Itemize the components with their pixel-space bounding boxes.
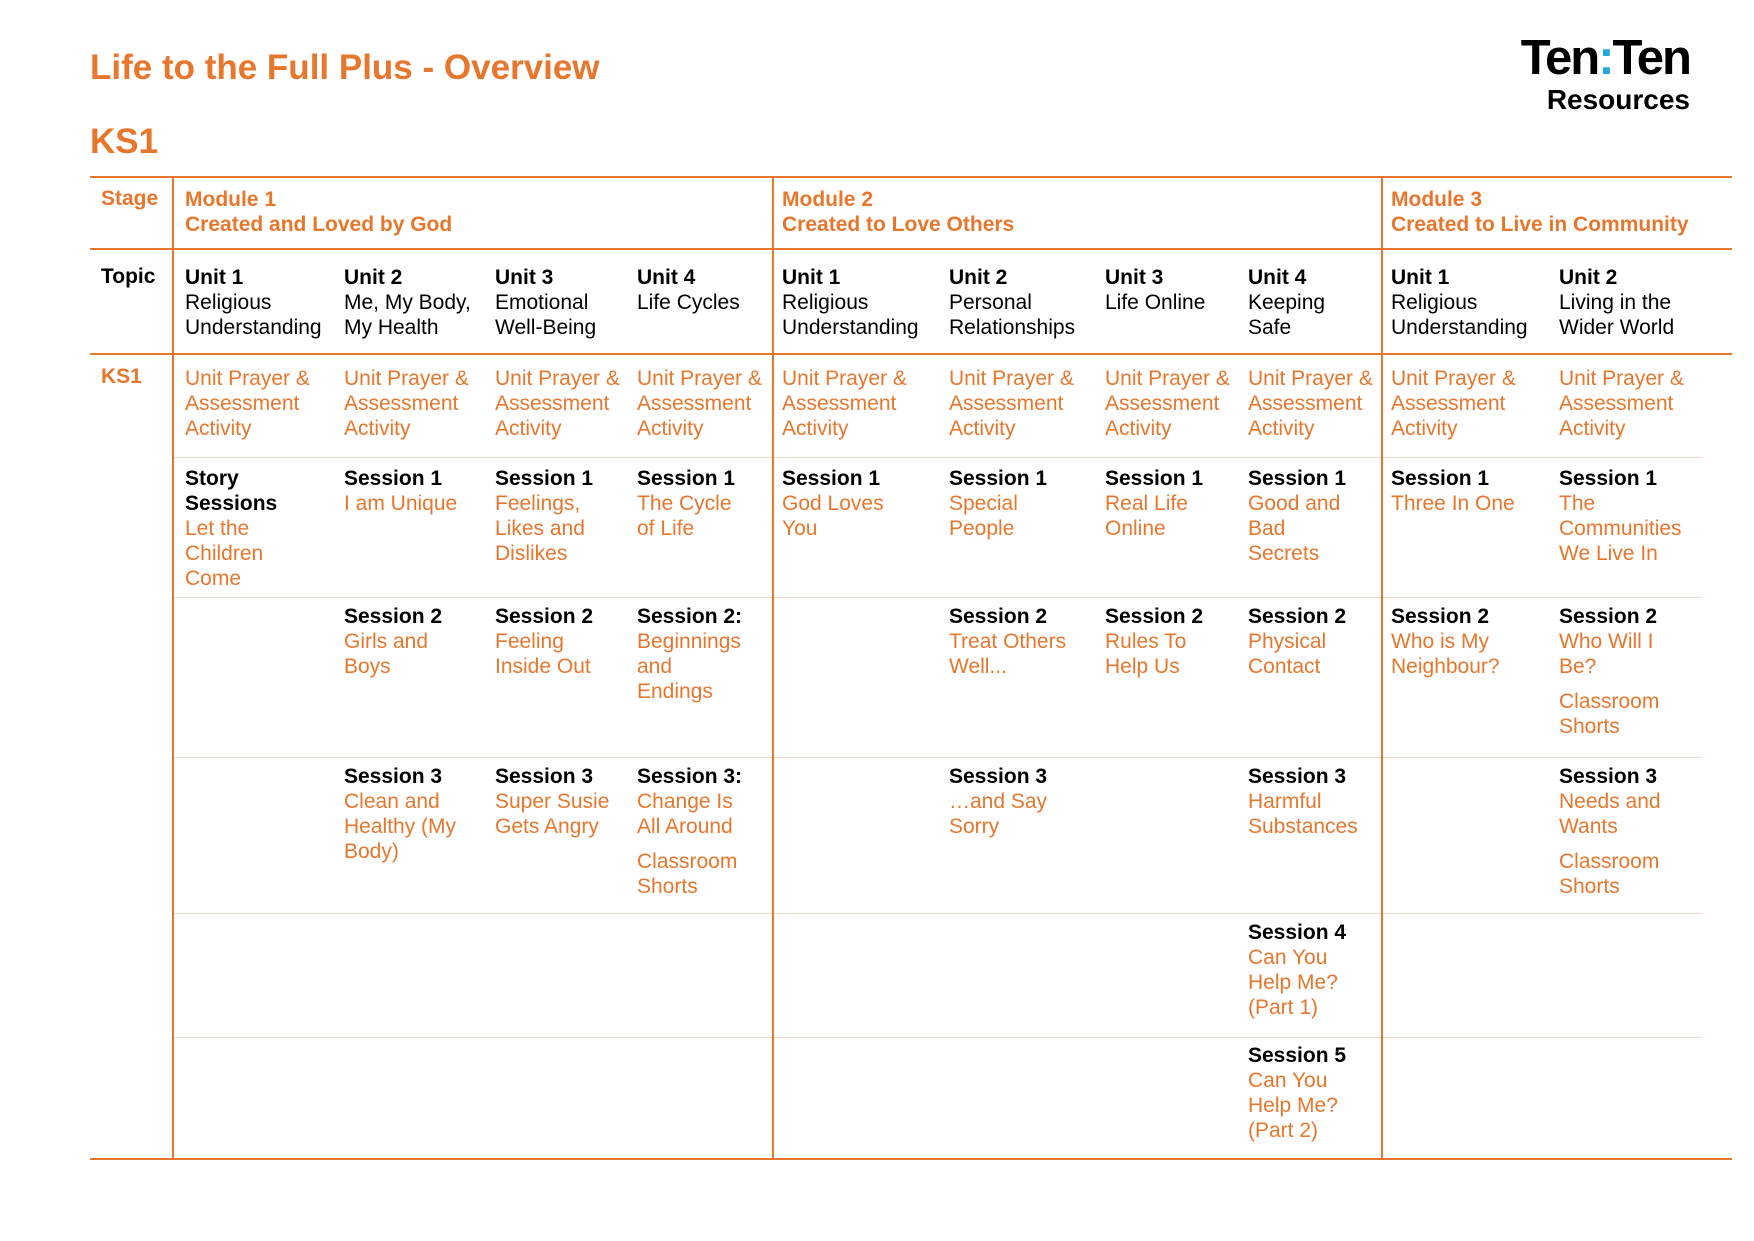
session-title-line: Gets Angry — [495, 815, 599, 838]
prayer-assessment-cell — [1559, 366, 1684, 441]
session-title-line: Help Us — [1105, 655, 1180, 678]
session-heading: Session 3 — [495, 765, 594, 788]
session-title-line: Secrets — [1248, 542, 1320, 565]
unit-number: Unit 2 — [344, 266, 403, 289]
module-name: Created and Loved by God — [185, 213, 453, 236]
session-title-line: The Cycle — [637, 492, 732, 515]
session-cell — [1248, 764, 1358, 839]
session-heading: Session 2 — [495, 605, 594, 628]
session-cell — [495, 604, 593, 679]
session-heading: Session 2 — [344, 605, 443, 628]
module-number: Module 3 — [1391, 188, 1483, 211]
session-title-line: and — [637, 655, 673, 678]
session-heading: Session 2 — [1105, 605, 1204, 628]
unit-cell — [344, 265, 471, 340]
table-rule-topic — [90, 353, 1732, 355]
row-label-stage: Stage — [101, 187, 159, 210]
unit-cell — [1105, 265, 1205, 315]
session-title-line: We Live In — [1559, 542, 1658, 565]
session-heading: Session 1 — [1391, 467, 1490, 490]
unit-number: Unit 2 — [949, 266, 1008, 289]
session-cell — [344, 466, 457, 516]
prayer-activity-line: Assessment — [782, 392, 897, 415]
session-cell — [1391, 604, 1500, 679]
session-title-line: All Around — [637, 815, 733, 838]
unit-cell — [1248, 265, 1325, 340]
module-number: Module 2 — [782, 188, 874, 211]
unit-cell — [637, 265, 740, 315]
session-title-line: God Loves — [782, 492, 884, 515]
session-cell — [949, 604, 1066, 679]
unit-title-line: Emotional — [495, 291, 589, 314]
prayer-assessment-cell — [949, 366, 1074, 441]
unit-number: Unit 1 — [782, 266, 841, 289]
session-title-line: Who Will I — [1559, 630, 1654, 653]
classroom-shorts-line: Shorts — [1559, 715, 1620, 738]
session-title-line: Harmful — [1248, 790, 1322, 813]
session-cell — [1248, 604, 1346, 679]
stage-heading: KS1 — [90, 122, 159, 161]
session-heading: Session 4 — [1248, 921, 1347, 944]
session-title-line: Substances — [1248, 815, 1358, 838]
session-title-line: Clean and — [344, 790, 440, 813]
prayer-assessment-cell — [344, 366, 469, 441]
prayer-activity-line: Assessment — [344, 392, 459, 415]
prayer-activity-line: Activity — [1559, 417, 1626, 440]
page-title: Life to the Full Plus - Overview — [90, 48, 600, 87]
session-title-line: Inside Out — [495, 655, 591, 678]
unit-title-line: Personal — [949, 291, 1032, 314]
classroom-shorts-line: Classroom — [1559, 850, 1660, 873]
prayer-activity-line: Assessment — [1105, 392, 1220, 415]
unit-title-line: Understanding — [782, 316, 919, 339]
session-cell — [1559, 604, 1659, 739]
unit-title-line: Well-Being — [495, 316, 597, 339]
session-cell — [1248, 1043, 1346, 1143]
prayer-activity-line: Assessment — [1391, 392, 1506, 415]
session-title-line: (Part 2) — [1248, 1119, 1319, 1142]
session-cell — [1105, 604, 1203, 679]
table-rule-top — [90, 176, 1732, 178]
row-label-ks1: KS1 — [101, 365, 142, 388]
session-title-line: Contact — [1248, 655, 1321, 678]
session-title-line: Special — [949, 492, 1018, 515]
session-title-line: Beginnings — [637, 630, 741, 653]
unit-number: Unit 2 — [1559, 266, 1618, 289]
session-title-line: Well... — [949, 655, 1007, 678]
session-cell — [495, 466, 593, 566]
prayer-assessment-cell — [185, 366, 310, 441]
session-title-line: Dislikes — [495, 542, 568, 565]
session-title-line: Real Life — [1105, 492, 1188, 515]
session-cell — [1391, 466, 1515, 516]
module-header-1 — [185, 187, 452, 237]
session-title-line: Sorry — [949, 815, 1000, 838]
session-title-line: Body) — [344, 840, 399, 863]
session-heading: Session 5 — [1248, 1044, 1347, 1067]
session-heading: Session 3 — [1248, 765, 1347, 788]
table-rule-row1 — [174, 457, 1702, 458]
session-heading: Session 1 — [949, 467, 1048, 490]
session-title-line: Good and — [1248, 492, 1341, 515]
unit-cell — [1559, 265, 1674, 340]
session-title-line: Feeling — [495, 630, 564, 653]
unit-title-line: Religious — [1391, 291, 1478, 314]
session-title-line: Treat Others — [949, 630, 1067, 653]
unit-number: Unit 3 — [1105, 266, 1164, 289]
session-title-line: Bad — [1248, 517, 1286, 540]
prayer-activity-line: Activity — [637, 417, 704, 440]
unit-title-line: Life Online — [1105, 291, 1206, 314]
session-heading: Session 2 — [949, 605, 1048, 628]
unit-number: Unit 1 — [1391, 266, 1450, 289]
session-heading: Story — [185, 467, 239, 490]
session-title-line: Rules To — [1105, 630, 1187, 653]
session-title-line: Can You — [1248, 946, 1328, 969]
session-heading: Session 1 — [344, 467, 443, 490]
prayer-assessment-cell — [495, 366, 620, 441]
session-title-line: Needs and — [1559, 790, 1661, 813]
session-heading: Session 1 — [1559, 467, 1658, 490]
unit-title-line: Relationships — [949, 316, 1076, 339]
logo-colon-icon: : — [1598, 31, 1613, 85]
session-title-line: Who is My — [1391, 630, 1490, 653]
session-title-line: (Part 1) — [1248, 996, 1319, 1019]
session-title-line: Children — [185, 542, 264, 565]
table-rule-row2 — [174, 597, 1702, 598]
unit-title-line: Living in the — [1559, 291, 1672, 314]
prayer-activity-line: Activity — [782, 417, 849, 440]
table-rule-bottom — [90, 1158, 1732, 1160]
prayer-activity-line: Unit Prayer & — [1391, 367, 1516, 390]
table-rule-header — [90, 248, 1732, 250]
prayer-assessment-cell — [782, 366, 907, 441]
unit-number: Unit 3 — [495, 266, 554, 289]
session-heading: Session 1 — [1248, 467, 1347, 490]
unit-cell — [949, 265, 1075, 340]
module-number: Module 1 — [185, 188, 277, 211]
session-title-line: Feelings, — [495, 492, 581, 515]
session-cell — [949, 466, 1047, 541]
table-divider-module3 — [1381, 176, 1383, 1160]
session-title-line: Endings — [637, 680, 713, 703]
table-rule-row4 — [174, 913, 1702, 914]
prayer-activity-line: Assessment — [495, 392, 610, 415]
session-title-line: You — [782, 517, 818, 540]
table-divider-module2 — [772, 176, 774, 1160]
session-title-line: People — [949, 517, 1015, 540]
classroom-shorts-line: Shorts — [1559, 875, 1620, 898]
session-title-line: Healthy (My — [344, 815, 457, 838]
table-rule-row5 — [174, 1037, 1702, 1038]
prayer-activity-line: Activity — [949, 417, 1016, 440]
prayer-activity-line: Assessment — [1559, 392, 1674, 415]
session-cell — [1559, 764, 1661, 899]
prayer-activity-line: Unit Prayer & — [782, 367, 907, 390]
session-title-line: Three In One — [1391, 492, 1515, 515]
prayer-activity-line: Unit Prayer & — [185, 367, 310, 390]
classroom-shorts-line: Shorts — [637, 875, 698, 898]
prayer-activity-line: Activity — [1105, 417, 1172, 440]
row-label-topic: Topic — [101, 265, 156, 288]
session-cell — [344, 604, 442, 679]
session-title-line: Neighbour? — [1391, 655, 1500, 678]
session-title-line: Help Me? — [1248, 971, 1338, 994]
unit-title-line: Understanding — [185, 316, 322, 339]
unit-title-line: My Health — [344, 316, 439, 339]
prayer-activity-line: Activity — [344, 417, 411, 440]
session-title-line: Come — [185, 567, 242, 590]
session-heading: Session 2 — [1248, 605, 1347, 628]
logo-subtitle: Resources — [1546, 84, 1690, 115]
session-heading: Session 1 — [1105, 467, 1204, 490]
session-title-line: Physical — [1248, 630, 1327, 653]
session-heading: Sessions — [185, 492, 278, 515]
session-title-line: …and Say — [949, 790, 1048, 813]
session-heading: Session 1 — [637, 467, 736, 490]
prayer-activity-line: Assessment — [185, 392, 300, 415]
unit-cell — [782, 265, 919, 340]
session-heading: Session 3 — [344, 765, 443, 788]
session-heading: Session 1 — [495, 467, 594, 490]
session-title-line: Wants — [1559, 815, 1618, 838]
session-heading: Session 2 — [1391, 605, 1490, 628]
session-title-line: Help Me? — [1248, 1094, 1338, 1117]
session-heading: Session 2: — [637, 605, 743, 628]
unit-title-line: Wider World — [1559, 316, 1675, 339]
table-rule-row3 — [174, 757, 1702, 758]
prayer-activity-line: Unit Prayer & — [495, 367, 620, 390]
session-title-line: Likes and — [495, 517, 585, 540]
unit-title-line: Understanding — [1391, 316, 1528, 339]
session-cell — [949, 764, 1047, 839]
unit-cell — [495, 265, 596, 340]
unit-title-line: Life Cycles — [637, 291, 740, 314]
prayer-activity-line: Activity — [495, 417, 562, 440]
session-title-line: Be? — [1559, 655, 1597, 678]
session-cell — [637, 466, 735, 541]
session-cell — [782, 466, 884, 541]
session-heading: Session 3 — [949, 765, 1048, 788]
session-title-line: I am Unique — [344, 492, 458, 515]
module-name: Created to Live in Community — [1391, 213, 1689, 236]
session-cell — [1105, 466, 1203, 541]
prayer-activity-line: Unit Prayer & — [344, 367, 469, 390]
unit-cell — [1391, 265, 1528, 340]
unit-title-line: Keeping — [1248, 291, 1326, 314]
session-title-line: Communities — [1559, 517, 1682, 540]
session-cell — [344, 764, 456, 864]
unit-number: Unit 4 — [637, 266, 696, 289]
session-title-line: Super Susie — [495, 790, 610, 813]
session-title-line: of Life — [637, 517, 695, 540]
unit-cell — [185, 265, 322, 340]
unit-number: Unit 1 — [185, 266, 244, 289]
logo-word-1: Ten — [1520, 31, 1599, 85]
prayer-activity-line: Assessment — [637, 392, 752, 415]
prayer-activity-line: Unit Prayer & — [949, 367, 1074, 390]
prayer-assessment-cell — [1391, 366, 1516, 441]
module-name: Created to Love Others — [782, 213, 1015, 236]
session-title-line: Boys — [344, 655, 391, 678]
prayer-assessment-cell — [637, 366, 762, 441]
unit-number: Unit 4 — [1248, 266, 1307, 289]
logo-word-2: Ten — [1612, 31, 1690, 85]
session-cell — [1248, 920, 1346, 1020]
session-cell — [637, 764, 742, 899]
module-header-2 — [782, 187, 1014, 237]
prayer-activity-line: Unit Prayer & — [1559, 367, 1684, 390]
session-cell — [185, 466, 277, 591]
prayer-activity-line: Activity — [185, 417, 252, 440]
prayer-activity-line: Activity — [1391, 417, 1458, 440]
session-cell — [1248, 466, 1346, 566]
unit-title-line: Religious — [185, 291, 272, 314]
prayer-activity-line: Unit Prayer & — [1105, 367, 1230, 390]
session-title-line: The — [1559, 492, 1596, 515]
unit-title-line: Safe — [1248, 316, 1292, 339]
prayer-assessment-cell — [1105, 366, 1230, 441]
session-title-line: Online — [1105, 517, 1166, 540]
classroom-shorts-line: Classroom — [637, 850, 738, 873]
session-heading: Session 2 — [1559, 605, 1658, 628]
unit-title-line: Me, My Body, — [344, 291, 471, 314]
prayer-assessment-cell — [1248, 366, 1373, 441]
session-title-line: Can You — [1248, 1069, 1328, 1092]
session-heading: Session 1 — [782, 467, 881, 490]
prayer-activity-line: Assessment — [1248, 392, 1363, 415]
session-cell — [637, 604, 742, 704]
module-header-3 — [1391, 187, 1689, 237]
session-cell — [495, 764, 609, 839]
prayer-activity-line: Unit Prayer & — [1248, 367, 1373, 390]
session-title-line: Let the — [185, 517, 250, 540]
session-cell — [1559, 466, 1682, 566]
classroom-shorts-line: Classroom — [1559, 690, 1660, 713]
session-title-line: Girls and — [344, 630, 429, 653]
session-heading: Session 3: — [637, 765, 743, 788]
prayer-activity-line: Assessment — [949, 392, 1064, 415]
prayer-activity-line: Activity — [1248, 417, 1315, 440]
table-divider-stage — [172, 176, 174, 1160]
prayer-activity-line: Unit Prayer & — [637, 367, 762, 390]
session-title-line: Change Is — [637, 790, 733, 813]
session-heading: Session 3 — [1559, 765, 1658, 788]
unit-title-line: Religious — [782, 291, 869, 314]
